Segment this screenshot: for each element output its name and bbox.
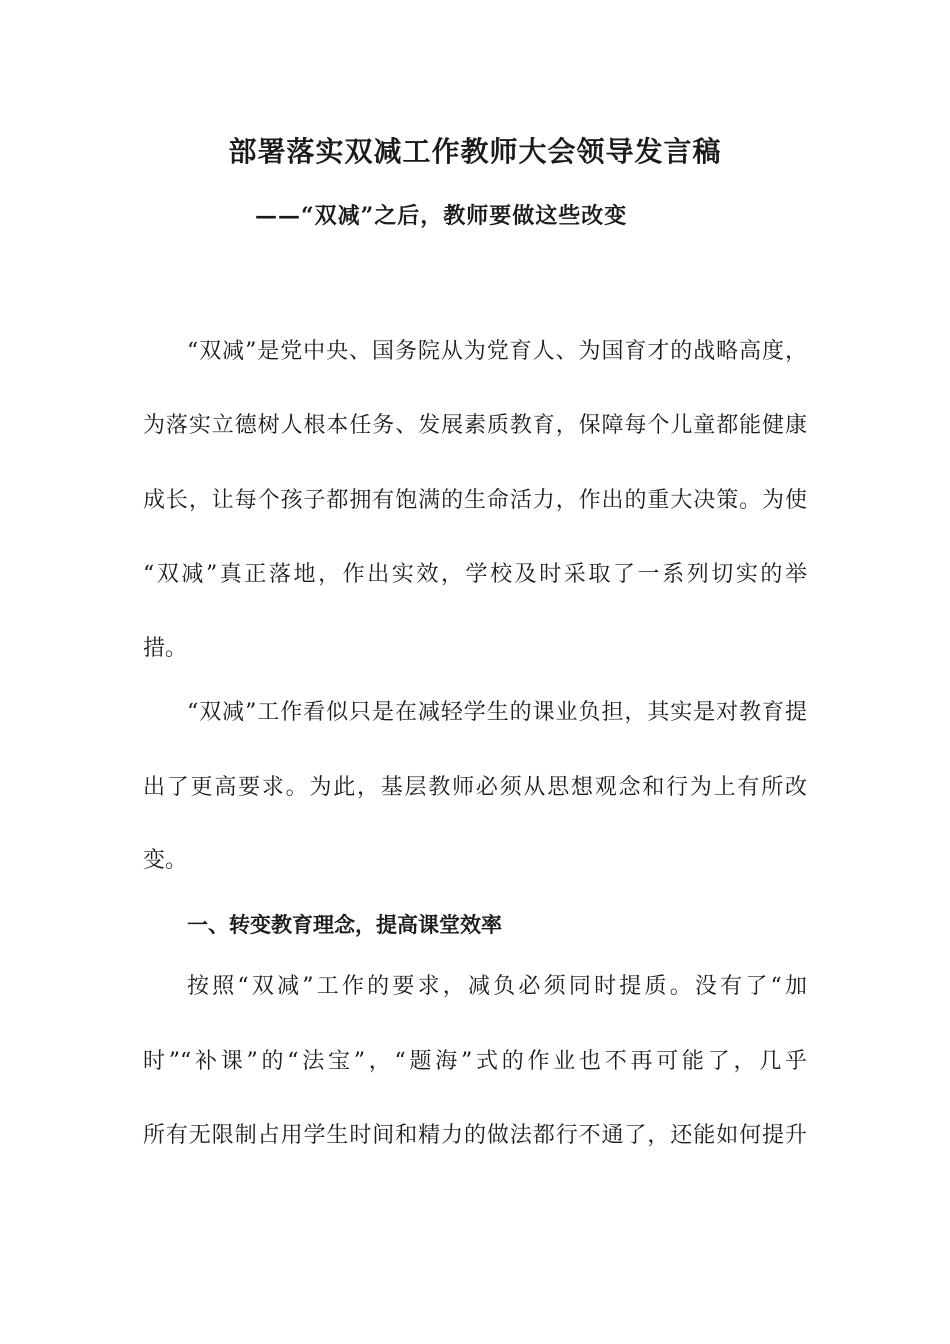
paragraph-1-line-1: “双减”是党中央、国务院从为党育人、为国育才的战略高度， bbox=[187, 339, 807, 364]
section-heading: 一、转变教育理念，提高课堂效率 bbox=[187, 912, 502, 937]
paragraph-2-line-1: “双减”工作看似只是在减轻学生的课业负担，其实是对教育提 bbox=[187, 700, 807, 725]
paragraph-3-line-1: 按照“双减”工作的要求，减负必须同时提质。没有了“加 bbox=[187, 974, 807, 999]
paragraph-3-line-3: 所有无限制占用学生时间和精力的做法都行不通了，还能如何提升 bbox=[143, 1123, 807, 1148]
paragraph-1-line-2: 为落实立德树人根本任务、发展素质教育，保障每个儿童都能健康 bbox=[143, 413, 807, 438]
document-subtitle: ——“双减”之后，教师要做这些改变 bbox=[255, 203, 628, 229]
paragraph-1-line-4: “双减”真正落地，作出实效，学校及时采取了一系列切实的举 bbox=[143, 562, 807, 587]
paragraph-3-line-2: 时”“补课”的“法宝”，“题海”式的作业也不再可能了，几乎 bbox=[143, 1049, 807, 1074]
document-title: 部署落实双减工作教师大会领导发言稿 bbox=[228, 135, 722, 168]
paragraph-1-line-3: 成长，让每个孩子都拥有饱满的生命活力，作出的重大决策。为使 bbox=[143, 488, 807, 513]
paragraph-1-line-5: 措。 bbox=[143, 636, 188, 661]
paragraph-2-line-3: 变。 bbox=[143, 848, 188, 873]
paragraph-2-line-2: 出了更高要求。为此，基层教师必须从思想观念和行为上有所改 bbox=[143, 775, 807, 800]
